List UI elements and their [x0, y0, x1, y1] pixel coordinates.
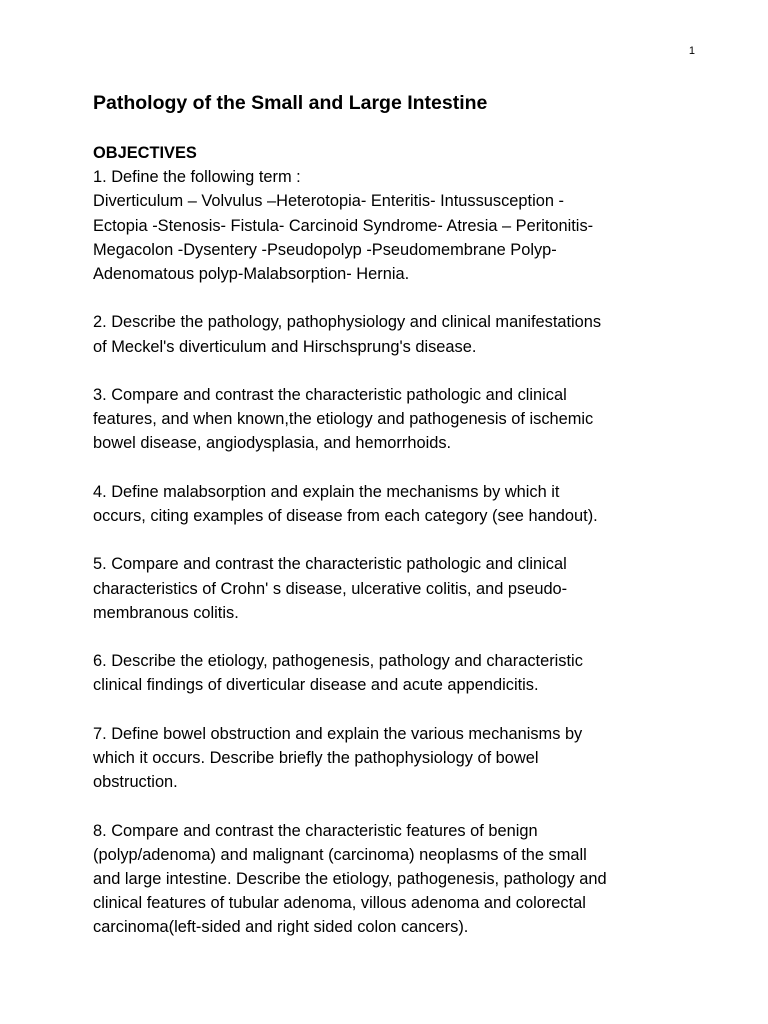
objective-item-2: [93, 310, 703, 358]
objective-line: bowel disease, angiodysplasia, and hemorrhoids.: [93, 434, 452, 453]
objective-line: characteristics of Crohn' s disease, ulcerative colitis, and pseudo-: [93, 579, 568, 598]
objective-line: 1. Define the following term :: [93, 168, 301, 187]
objective-line: clinical findings of diverticular disease and acute appendicitis.: [93, 676, 539, 695]
objective-line: Ectopia -Stenosis- Fistula- Carcinoid Syndrome- Atresia – Peritonitis-: [93, 216, 594, 235]
objective-item-4: [93, 480, 703, 528]
objective-line: 3. Compare and contrast the characteristic pathologic and clinical: [93, 386, 567, 404]
objective-line: occurs, citing examples of disease from each category (see handout).: [93, 507, 598, 525]
objective-line: membranous colitis.: [93, 603, 239, 622]
objective-line: 4. Define malabsorption and explain the mechanisms by which it: [93, 482, 560, 501]
objective-line: of Meckel's diverticulum and Hirschsprung's disease.: [93, 337, 477, 356]
page-number: 1: [688, 45, 695, 57]
objective-line: 6. Describe the etiology, pathogenesis, pathology and characteristic: [93, 652, 583, 671]
objectives-heading: OBJECTIVES: [93, 144, 197, 162]
document-body: [93, 89, 703, 964]
objective-item-1: [93, 165, 703, 286]
objective-line: which it occurs. Describe briefly the pathophysiology of bowel: [93, 748, 539, 767]
objective-line: 7. Define bowel obstruction and explain the various mechanisms by: [93, 724, 583, 743]
objective-line: 5. Compare and contrast the characteristic pathologic and clinical: [93, 555, 567, 574]
objective-line: Diverticulum – Volvulus –Heterotopia- Enteritis- Intussusception -: [93, 192, 564, 211]
objective-line: Megacolon -Dysentery -Pseudopolyp -Pseudomembrane Polyp-: [93, 240, 557, 259]
objective-line: (polyp/adenoma) and malignant (carcinoma) neoplasms of the small: [93, 845, 587, 864]
objective-line: features, and when known,the etiology and pathogenesis of ischemic: [93, 410, 594, 429]
objective-item-5: [93, 552, 703, 625]
objective-line: obstruction.: [93, 773, 178, 792]
objective-item-6: [93, 649, 703, 697]
document-title: Pathology of the Small and Large Intestine: [93, 92, 488, 114]
objective-line: clinical features of tubular adenoma, villous adenoma and colorectal: [93, 894, 586, 913]
objective-item-3: [93, 383, 703, 456]
objective-item-7: [93, 722, 703, 795]
objective-line: and large intestine. Describe the etiology, pathogenesis, pathology and: [93, 869, 607, 888]
objective-line: Adenomatous polyp-Malabsorption- Hernia.: [93, 265, 410, 284]
objective-line: carcinoma(left-sided and right sided colon cancers).: [93, 918, 469, 937]
objective-item-8: [93, 819, 703, 940]
objectives-list: [93, 165, 703, 939]
objective-line: 8. Compare and contrast the characteristic features of benign: [93, 821, 538, 840]
objective-line: 2. Describe the pathology, pathophysiology and clinical manifestations: [93, 313, 602, 332]
